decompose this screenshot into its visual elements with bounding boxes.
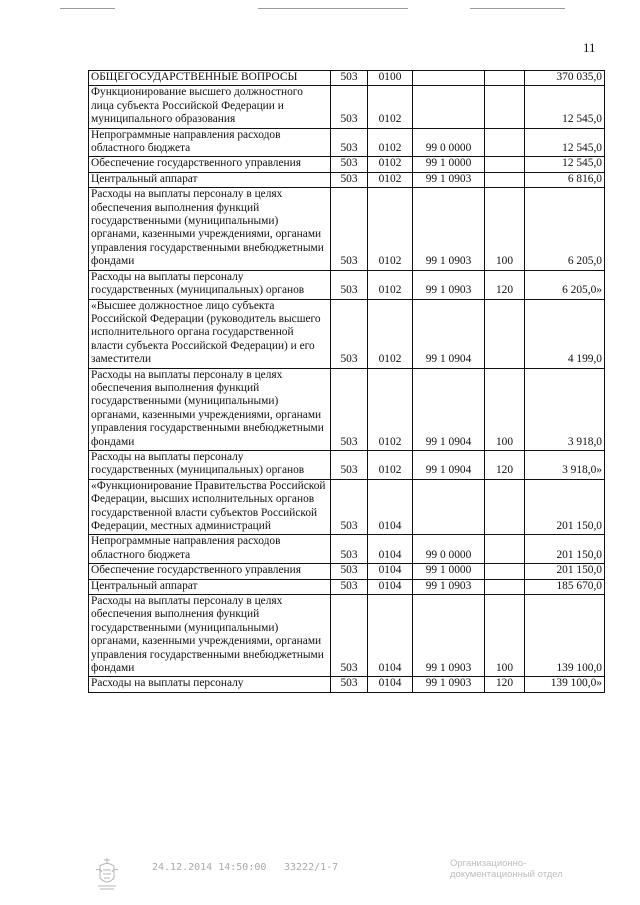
expense-type-cell [485,128,525,157]
expense-type-cell: 120 [485,677,525,692]
table-row [89,535,605,564]
article-code-cell: 99 1 0904 [413,299,485,368]
amount-cell: 12 545,0 [525,86,605,128]
coat-of-arms-icon [94,856,120,892]
section-code-cell: 503 [331,677,368,692]
section-code-cell: 503 [331,479,368,535]
article-code-cell [413,86,485,128]
expense-type-cell [485,172,525,187]
scan-edge-line [258,8,408,9]
section-code-cell: 503 [331,368,368,450]
page-footer [0,852,640,902]
row-name-cell: «Высшее должностное лицо субъекта Российской Федерации (руководитель высшего исполнительного органа государственной власти субъекта Российской Федерации) и его заместители [89,299,331,368]
article-code-cell: 99 1 0000 [413,157,485,172]
row-name-cell: Непрограммные направления расходов областного бюджета [89,535,331,564]
subsection-code-cell: 0102 [368,188,413,270]
amount-cell: 185 670,0 [525,579,605,594]
row-name-cell: «Функционирование Правительства Российской Федерации, высших исполнительных органов государственной власти субъектов Российской Федерации, местных администраций [89,479,331,535]
article-code-cell [413,479,485,535]
expense-type-cell: 120 [485,270,525,299]
article-code-cell: 99 1 0000 [413,564,485,579]
table-row [89,172,605,187]
article-code-cell: 99 1 0903 [413,579,485,594]
footer-doc-number: 33222/1-7 [284,862,339,873]
table-row [89,270,605,299]
stamp-line: Организационно- [450,858,527,869]
table-row [89,368,605,450]
amount-cell: 6 205,0 [525,188,605,270]
section-code-cell: 503 [331,450,368,479]
expense-type-cell [485,299,525,368]
subsection-code-cell: 0104 [368,677,413,692]
footer-date: 24.12.2014 14:50:00 [152,862,267,873]
subsection-code-cell: 0104 [368,579,413,594]
article-code-cell: 99 1 0903 [413,270,485,299]
expense-type-cell [485,535,525,564]
subsection-code-cell: 0102 [368,86,413,128]
expense-type-cell [485,564,525,579]
row-name-cell: Непрограммные направления расходов областного бюджета [89,128,331,157]
article-code-cell: 99 1 0903 [413,677,485,692]
subsection-code-cell: 0104 [368,535,413,564]
table-row [89,128,605,157]
table-row [89,86,605,128]
amount-cell: 370 035,0 [525,71,605,86]
section-code-cell: 503 [331,157,368,172]
article-code-cell: 99 0 0000 [413,535,485,564]
table-row [89,188,605,270]
expense-type-cell [485,71,525,86]
section-code-cell: 503 [331,86,368,128]
section-code-cell: 503 [331,188,368,270]
amount-cell: 6 205,0» [525,270,605,299]
section-code-cell: 503 [331,172,368,187]
stamp-line: документационный отдел [450,869,563,880]
section-code-cell: 503 [331,579,368,594]
section-code-cell: 503 [331,564,368,579]
row-name-cell: Центральный аппарат [89,172,331,187]
department-stamp [450,858,563,880]
amount-cell: 12 545,0 [525,157,605,172]
subsection-code-cell: 0102 [368,157,413,172]
table-row [89,71,605,86]
section-code-cell: 503 [331,270,368,299]
subsection-code-cell: 0104 [368,479,413,535]
table-row [89,479,605,535]
article-code-cell: 99 0 0000 [413,128,485,157]
table-row [89,450,605,479]
amount-cell: 3 918,0 [525,368,605,450]
row-name-cell: Расходы на выплаты персоналу в целях обеспечения выполнения функций государственными (муниципальными) органами, казенными учреждениями, органами управления государственными внебюджетными фондами [89,188,331,270]
row-name-cell: Расходы на выплаты персоналу государственных (муниципальных) органов [89,450,331,479]
subsection-code-cell: 0104 [368,595,413,677]
article-code-cell: 99 1 0903 [413,172,485,187]
section-code-cell: 503 [331,595,368,677]
section-code-cell: 503 [331,535,368,564]
expense-type-cell [485,479,525,535]
amount-cell: 139 100,0 [525,595,605,677]
table-row [89,299,605,368]
page-number: 11 [583,40,596,55]
row-name-cell: Обеспечение государственного управления [89,157,331,172]
expense-type-cell: 120 [485,450,525,479]
budget-table [88,70,605,693]
scan-edge-line [470,8,565,9]
amount-cell: 12 545,0 [525,128,605,157]
table-row [89,677,605,692]
amount-cell: 139 100,0» [525,677,605,692]
subsection-code-cell: 0102 [368,172,413,187]
subsection-code-cell: 0102 [368,299,413,368]
amount-cell: 4 199,0 [525,299,605,368]
expense-type-cell: 100 [485,595,525,677]
row-name-cell: Расходы на выплаты персоналу в целях обеспечения выполнения функций государственными (муниципальными) органами, казенными учреждениями, органами управления государственными внебюджетными фондами [89,595,331,677]
amount-cell: 201 150,0 [525,479,605,535]
article-code-cell: 99 1 0903 [413,188,485,270]
amount-cell: 6 816,0 [525,172,605,187]
row-name-cell: Расходы на выплаты персоналу [89,677,331,692]
scan-edge-line [60,8,115,9]
subsection-code-cell: 0100 [368,71,413,86]
table-row [89,579,605,594]
expense-type-cell [485,579,525,594]
table-row [89,564,605,579]
expense-type-cell: 100 [485,188,525,270]
table-row [89,595,605,677]
article-code-cell: 99 1 0904 [413,368,485,450]
table-row [89,157,605,172]
section-code-cell: 503 [331,71,368,86]
article-code-cell: 99 1 0904 [413,450,485,479]
row-name-cell: Центральный аппарат [89,579,331,594]
article-code-cell [413,71,485,86]
subsection-code-cell: 0102 [368,270,413,299]
expense-type-cell [485,157,525,172]
row-name-cell: ОБЩЕГОСУДАРСТВЕННЫЕ ВОПРОСЫ [89,71,331,86]
expense-type-cell: 100 [485,368,525,450]
article-code-cell: 99 1 0903 [413,595,485,677]
subsection-code-cell: 0102 [368,368,413,450]
subsection-code-cell: 0102 [368,128,413,157]
expense-type-cell [485,86,525,128]
budget-table-body [89,71,605,693]
row-name-cell: Обеспечение государственного управления [89,564,331,579]
subsection-code-cell: 0104 [368,564,413,579]
section-code-cell: 503 [331,128,368,157]
row-name-cell: Функционирование высшего должностного лица субъекта Российской Федерации и муниципального образования [89,86,331,128]
amount-cell: 201 150,0 [525,564,605,579]
row-name-cell: Расходы на выплаты персоналу государственных (муниципальных) органов [89,270,331,299]
amount-cell: 201 150,0 [525,535,605,564]
amount-cell: 3 918,0» [525,450,605,479]
section-code-cell: 503 [331,299,368,368]
row-name-cell: Расходы на выплаты персоналу в целях обеспечения выполнения функций государственными (муниципальными) органами, казенными учреждениями, органами управления государственными внебюджетными фондами [89,368,331,450]
subsection-code-cell: 0102 [368,450,413,479]
